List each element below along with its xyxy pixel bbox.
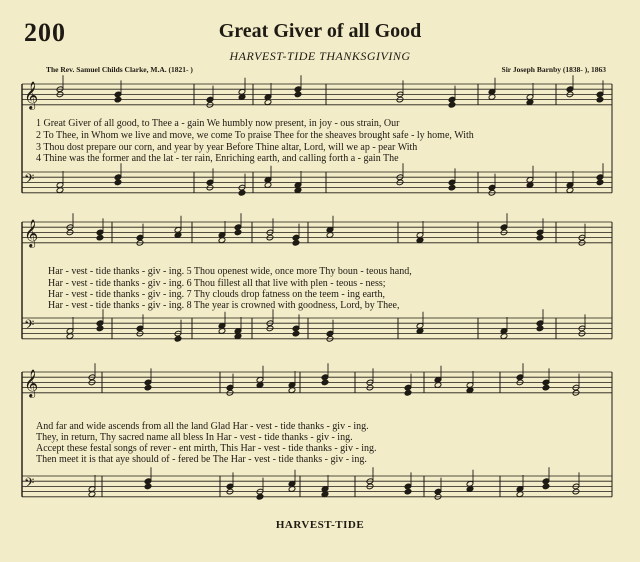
note-head — [144, 483, 152, 490]
composer-credit: Sir Joseph Barnby (1838- ), 1863 — [501, 65, 606, 74]
treble-clef-icon: 𝄞 — [24, 219, 39, 247]
note-head — [448, 102, 456, 109]
note-head — [404, 488, 412, 495]
verse-line: Har - vest - tide thanks - giv - ing. 5 Thou openest wide, once more Thy boun - teous hand, — [48, 266, 412, 277]
note-head — [292, 240, 300, 247]
note-head — [448, 184, 456, 191]
hymn-subtitle: HARVEST-TIDE THANKSGIVING — [229, 49, 411, 63]
verse-line: And far and wide ascends from all the land Glad Har - vest - tide thanks - giv - ing. — [36, 421, 369, 432]
note-head — [96, 325, 104, 332]
verse-line: Har - vest - tide thanks - giv - ing. 6 Thou fillest all that live with plen - teous - ness; — [48, 278, 386, 289]
note-head — [114, 179, 122, 186]
note-head — [536, 325, 544, 332]
note-head — [238, 190, 246, 197]
note-head — [256, 494, 264, 501]
note-head — [292, 330, 300, 337]
note-head — [542, 483, 550, 490]
bass-clef-icon: 𝄢 — [24, 171, 35, 190]
note-head — [404, 390, 412, 397]
note-head — [294, 91, 302, 98]
note-head — [144, 384, 152, 391]
note-head — [174, 336, 182, 343]
note-head — [596, 96, 604, 103]
note-head — [536, 234, 544, 241]
note-head — [596, 179, 604, 186]
verse-line: 2 To Thee, in Whom we live and move, we come To praise Thee for the sheaves brought safe - ly home, With — [36, 130, 474, 141]
verse-line: Har - vest - tide thanks - giv - ing. 7 Thy clouds drop fatness on the teem - ing earth, — [48, 289, 385, 300]
hymn-number: 200 — [24, 18, 66, 47]
verse-line: Har - vest - tide thanks - giv - ing. 8 The year is crowned with goodness, Lord, by Thee, — [48, 300, 400, 311]
note-head — [542, 384, 550, 391]
bass-clef-icon: 𝄢 — [24, 475, 35, 494]
lyricist-credit: The Rev. Samuel Childs Clarke, M.A. (1821- ) — [46, 65, 193, 74]
verse-line: 4 Thine was the former and the lat - ter rain, Enriching earth, and calling forth a - gain The — [36, 153, 399, 164]
bass-clef-icon: 𝄢 — [24, 317, 35, 336]
verse-line: 3 Thou dost prepare our corn, and year by year Before Thine altar, Lord, will we ap - pear With — [36, 142, 418, 153]
verse-line: They, in return, Thy sacred name all bless In Har - vest - tide thanks - giv - ing. — [36, 432, 353, 443]
hymn-title: Great Giver of all Good — [218, 20, 422, 42]
verse-line: Accept these festal songs of rever - ent mirth, This Har - vest - tide thanks - giv - ing. — [36, 443, 377, 454]
note-head — [321, 379, 329, 386]
verse-line: 1 Great Giver of all good, to Thee a - gain We humbly now present, in joy - ous strain, Our — [36, 118, 400, 129]
note-head — [234, 229, 242, 236]
verse-line: Then meet it is that aye should of - fered be The Har - vest - tide thanks - giv - ing. — [36, 454, 367, 465]
footer-label: HARVEST-TIDE — [275, 519, 365, 531]
treble-clef-icon: 𝄞 — [24, 81, 39, 109]
treble-clef-icon: 𝄞 — [24, 369, 39, 397]
note-head — [96, 234, 104, 241]
note-head — [114, 96, 122, 103]
